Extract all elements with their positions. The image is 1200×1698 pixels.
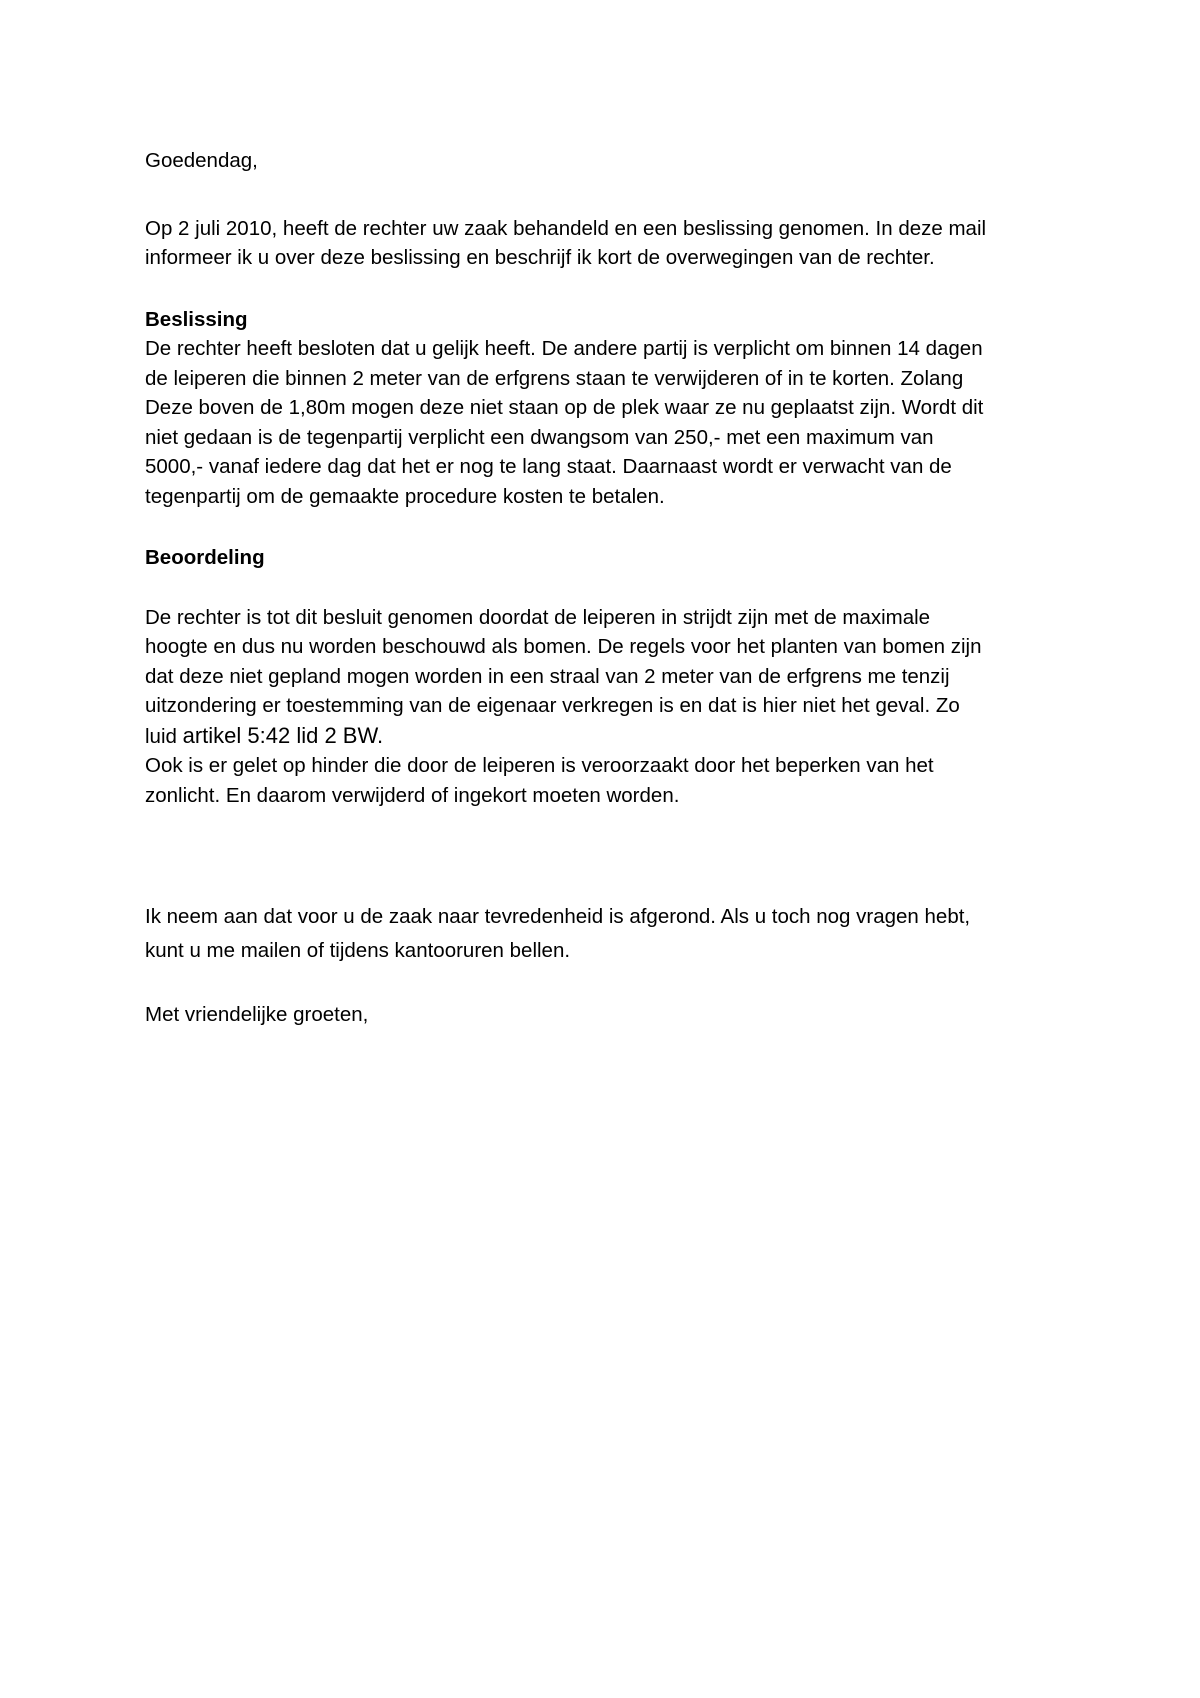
article-prefix: luid <box>145 724 183 748</box>
beoordeling-line: dat deze niet gepland mogen worden in een straal van 2 meter van de erfgrens me tenzij <box>145 664 950 688</box>
section-beslissing <box>145 305 1065 512</box>
section-beoordeling <box>145 603 1065 811</box>
beslissing-line: Deze boven de 1,80m mogen deze niet staan op de plek waar ze nu geplaatst zijn. Wordt dit <box>145 396 984 419</box>
intro-paragraph <box>145 214 1065 273</box>
intro-line-1-rest: heeft de rechter uw zaak behandeld en een beslissing genomen. In deze mail <box>277 216 987 240</box>
beslissing-line: De rechter heeft besloten dat u gelijk heeft. De andere partij is verplicht om binnen 14 dagen <box>145 337 983 360</box>
beslissing-line: de leiperen die binnen 2 meter van de erfgrens staan te verwijderen of in te korten. Zolang <box>145 366 964 390</box>
beoordeling-heading: Beoordeling <box>145 546 265 569</box>
closing-line: Ik neem aan dat voor u de zaak naar tevredenheid is afgerond. Als u toch nog vragen hebt, <box>145 905 971 928</box>
beoordeling-line: Ook is er gelet op hinder die door de leiperen is veroorzaakt door het beperken van het <box>145 754 934 777</box>
beslissing-heading: Beslissing <box>145 307 248 331</box>
greeting <box>145 146 1065 176</box>
signoff-text: Met vriendelijke groeten, <box>145 1003 369 1026</box>
beoordeling-line-article <box>145 721 1065 752</box>
closing-paragraph <box>145 900 1065 968</box>
beslissing-line: 5000,- vanaf iedere dag dat het er nog te lang staat. Daarnaast wordt er verwacht van de <box>145 455 952 478</box>
intro-date: 2 juli 2010, <box>178 216 278 240</box>
closing-line: kunt u me mailen of tijdens kantooruren bellen. <box>145 939 571 962</box>
beslissing-line: tegenpartij om de gemaakte procedure kosten te betalen. <box>145 484 665 508</box>
beslissing-line: niet gedaan is de tegenpartij verplicht een dwangsom van 250,- met een maximum van <box>145 425 934 449</box>
letter-body <box>145 146 1065 1030</box>
beoordeling-line: De rechter is tot dit besluit genomen doordat de leiperen in strijdt zijn met de maximale <box>145 605 931 629</box>
greeting-text: Goedendag, <box>145 149 258 172</box>
intro-op: Op <box>145 216 179 240</box>
intro-line-2: informeer ik u over deze beslissing en beschrijf ik kort de overwegingen van de rechter. <box>145 246 935 269</box>
beoordeling-line: hoogte en dus nu worden beschouwd als bomen. De regels voor het planten van bomen zijn <box>145 635 982 658</box>
intro-line-1 <box>145 214 1065 244</box>
beoordeling-line: uitzondering er toestemming van de eigenaar verkregen is en dat is hier niet het geval. Zo <box>145 694 960 717</box>
signoff <box>145 1000 1065 1030</box>
beoordeling-line: zonlicht. En daarom verwijderd of ingekort moeten worden. <box>145 783 680 807</box>
beoordeling-heading-wrap <box>145 543 1065 573</box>
article-reference: artikel 5:42 lid 2 BW. <box>182 722 384 748</box>
